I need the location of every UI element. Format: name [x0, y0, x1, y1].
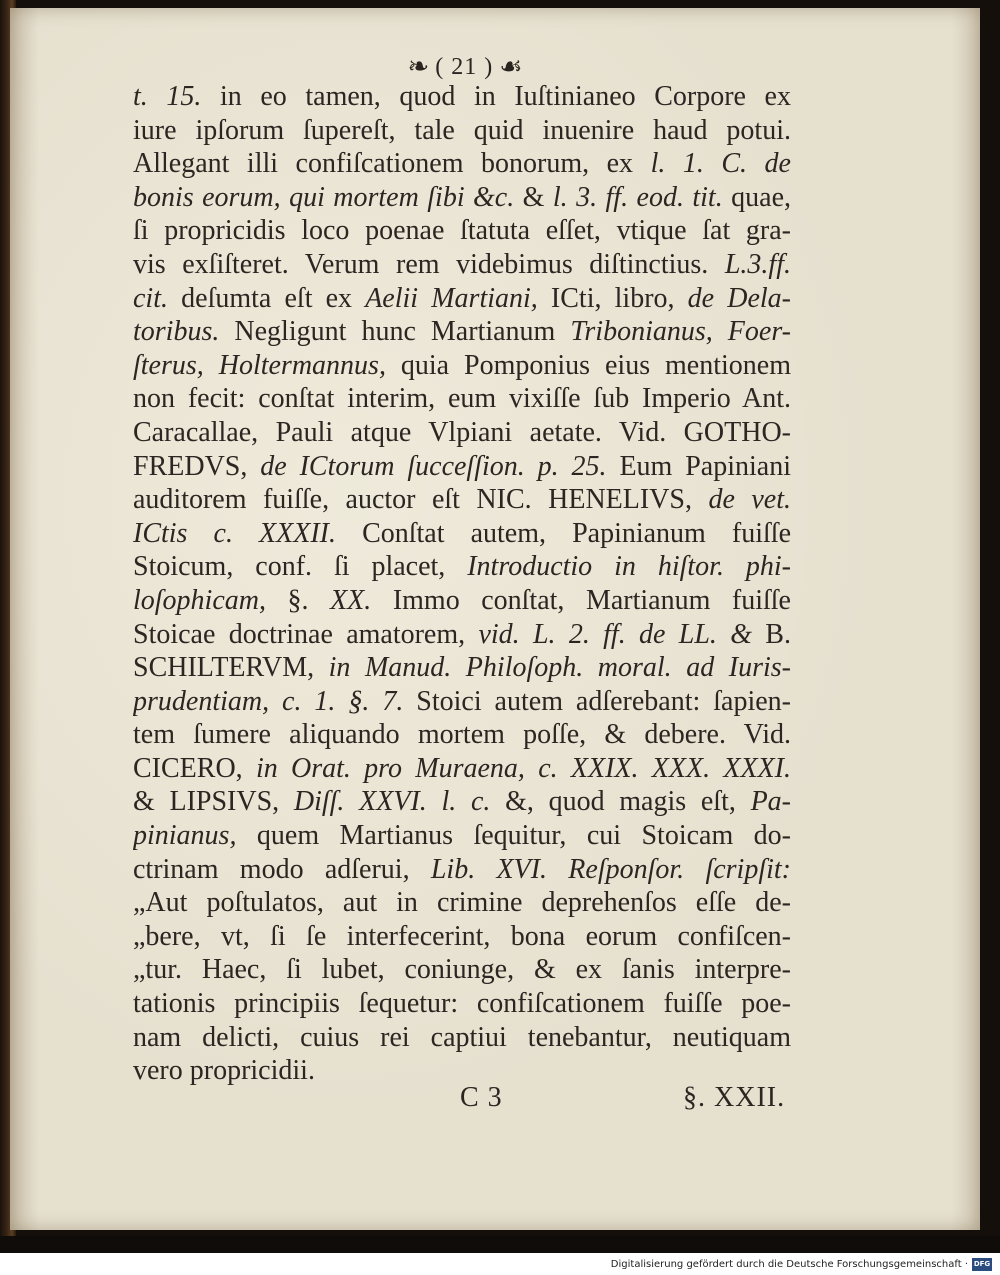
italic-run: Aelii Martiani,	[365, 282, 538, 314]
italic-run: in Orat. pro Muraena, c. XXIX. XXX. XXXI.	[255, 752, 791, 784]
text-line	[133, 785, 791, 819]
text-line	[133, 114, 791, 148]
roman-run: quem Martianus ſequitur, cui Stoicam do-	[236, 820, 791, 852]
roman-run: tationis principiis ſequetur: confiſcationem fuiſſe poe-	[133, 988, 791, 1020]
signature-mark: C 3	[460, 1082, 503, 1113]
italic-run: Tribonianus, Foer-	[570, 316, 791, 348]
text-line	[133, 450, 791, 484]
roman-run: auditorem fuiſſe, auctor eſt NIC. HENELIVS,	[133, 484, 709, 516]
roman-run: Stoicum, conf. ſi placet,	[133, 551, 468, 583]
italic-run: ICtis c. XXXII.	[133, 517, 336, 549]
italic-run: de vet.	[708, 484, 791, 516]
roman-run: Eum Papiniani	[606, 450, 791, 482]
roman-run: tem ſumere aliquando mortem poſſe, & debere. Vid.	[133, 719, 791, 751]
text-line	[133, 886, 791, 920]
fleuron-right-ornament: ☙	[499, 52, 523, 82]
roman-run: SCHILTERVM,	[133, 652, 329, 684]
dfg-logo-icon: DFG	[972, 1258, 992, 1271]
roman-run: vis exſiſteret. Verum rem videbimus diſtinctius.	[133, 248, 725, 280]
catchword: §. XXII.	[683, 1082, 786, 1113]
roman-run: „bere, vt, ſi ſe interfecerint, bona eorum confiſcen-	[133, 920, 791, 952]
roman-run: iure ipſorum ſupereſt, tale quid inuenire haud potui.	[133, 114, 791, 146]
italic-run: t. 15.	[133, 81, 202, 112]
roman-run: B.	[752, 618, 791, 650]
roman-run: CICERO,	[133, 752, 256, 784]
text-line	[133, 685, 791, 719]
text-line	[133, 416, 791, 450]
italic-run: ſterus, Holtermannus,	[133, 349, 386, 381]
italic-run: XX.	[330, 584, 372, 616]
text-line	[133, 80, 791, 114]
italic-run: loſophicam,	[133, 584, 266, 616]
text-line	[133, 282, 791, 316]
text-line	[133, 1021, 791, 1055]
text-line	[133, 550, 791, 584]
italic-run: Lib. XVI. Reſponſor. ſcripſit:	[430, 853, 791, 885]
text-line	[133, 718, 791, 752]
text-line	[133, 181, 791, 215]
roman-run: & LIPSIVS,	[133, 786, 294, 818]
italic-run: de Dela-	[687, 282, 791, 314]
roman-run: quia Pomponius eius mentionem	[385, 349, 791, 381]
roman-run: vero propricidii.	[133, 1055, 315, 1087]
italic-run: Pa-	[750, 786, 791, 818]
roman-run: ICti, libro,	[537, 282, 688, 314]
italic-run: bonis eorum, qui mortem ſibi &c.	[133, 181, 515, 213]
roman-run: „tur. Haec, ſi lubet, coniunge, & ex ſanis interpre-	[133, 954, 791, 986]
italic-run: L.3.ff.	[724, 248, 791, 280]
roman-run: Conſtat autem, Papinianum fuiſſe	[336, 517, 791, 549]
text-line	[133, 483, 791, 517]
roman-run: non fecit: conſtat interim, eum vixiſſe ſub Imperio Ant.	[133, 383, 791, 415]
text-line	[133, 920, 791, 954]
italic-run: Diſſ. XXVI. l. c.	[293, 786, 491, 818]
roman-run: §.	[266, 584, 331, 616]
text-line	[133, 147, 791, 181]
roman-run: ſi propricidis loco poenae ſtatuta eſſet, vtique ſat gra-	[133, 215, 791, 247]
roman-run: &	[514, 181, 553, 213]
digitization-credit: Digitalisierung gefördert durch die Deutsche Forschungsgemeinschaft ·	[610, 1259, 968, 1270]
roman-run: ctrinam modo adſerui,	[133, 853, 431, 885]
text-line	[133, 214, 791, 248]
roman-run: Immo conſtat, Martianum fuiſſe	[371, 584, 791, 616]
text-line	[133, 987, 791, 1021]
italic-run: in Manud. Philoſoph. moral. ad Iuris-	[328, 652, 791, 684]
roman-run: Stoici autem adſerebant: ſapien-	[403, 685, 791, 717]
roman-run: in eo tamen, quod in Iuſtinianeo Corpore ex	[201, 81, 791, 112]
text-line	[133, 651, 791, 685]
roman-run: &, quod magis eſt,	[490, 786, 751, 818]
roman-run: Allegant illi confiſcationem bonorum, ex	[133, 148, 651, 180]
italic-run: Introductio in hiſtor. phi-	[467, 551, 791, 583]
fleuron-left-ornament: ❧	[407, 52, 430, 82]
roman-run: FREDVS,	[133, 450, 261, 482]
roman-run: deſumta eſt ex	[168, 282, 366, 314]
italic-run: toribus.	[133, 316, 220, 348]
text-line	[133, 315, 791, 349]
italic-run: cit.	[133, 282, 168, 314]
roman-run: Stoicae doctrinae amatorem,	[133, 618, 479, 650]
text-line	[133, 752, 791, 786]
text-line	[133, 618, 791, 652]
roman-run: Caracallae, Pauli atque Vlpiani aetate. Vid. GOTHO-	[133, 416, 791, 448]
text-line	[133, 953, 791, 987]
scan-bottom-edge	[0, 1236, 1000, 1253]
running-head	[380, 50, 550, 84]
body-text	[133, 80, 791, 1088]
italic-run: de ICtorum ſucceſſion. p. 25.	[260, 450, 607, 482]
italic-run: prudentiam,	[133, 685, 270, 717]
roman-run: Negligunt hunc Martianum	[219, 316, 571, 348]
roman-run: quae,	[722, 181, 791, 213]
roman-run: „Aut poſtulatos, aut in crimine deprehenſos eſſe de-	[133, 887, 791, 919]
text-line	[133, 382, 791, 416]
italic-run: l. 1. C. de	[650, 148, 791, 180]
text-line	[133, 517, 791, 551]
italic-run: pinianus,	[133, 820, 237, 852]
italic-run: l. 3. ff. eod. tit.	[552, 181, 723, 213]
text-line	[133, 584, 791, 618]
roman-run: nam delicti, cuius rei captiui tenebantur, neutiquam	[133, 1021, 791, 1053]
text-line	[133, 248, 791, 282]
italic-run: vid. L. 2. ff. de LL. &	[478, 618, 752, 650]
text-line	[133, 819, 791, 853]
text-line	[133, 349, 791, 383]
text-line	[133, 853, 791, 887]
italic-run: c. 1. §. 7.	[269, 685, 404, 717]
page-number: ( 21 )	[435, 53, 494, 80]
